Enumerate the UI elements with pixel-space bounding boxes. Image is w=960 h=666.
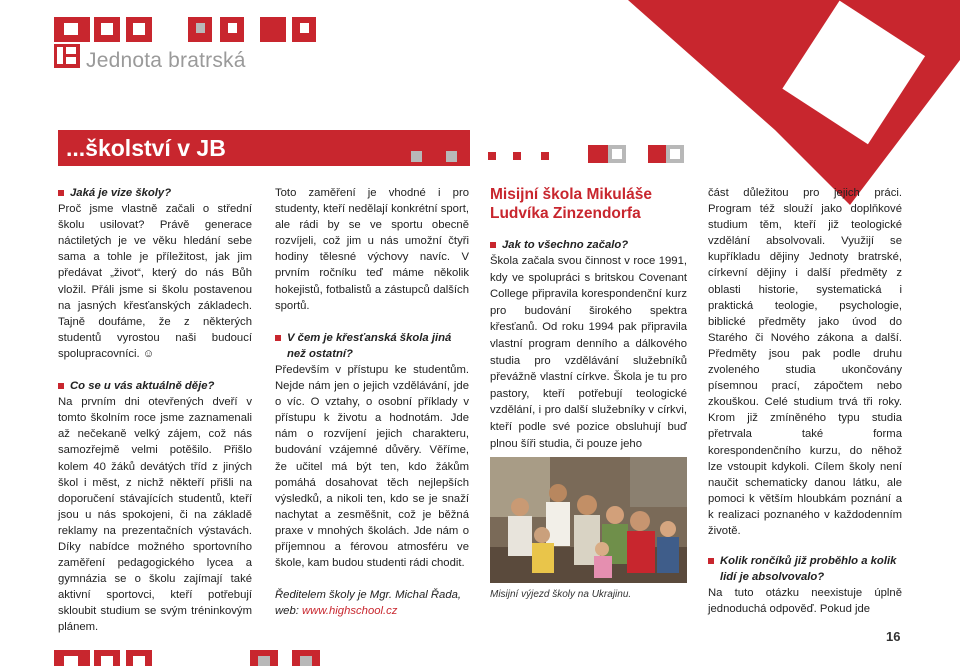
paragraph: Na tuto otázku neexistuje úplně jednoduchá odpověď. Pokud jde — [708, 587, 902, 616]
question-heading: Jak to všechno začalo? — [490, 237, 687, 253]
mission-trip-photo — [490, 457, 687, 583]
paragraph: Především v přístupu ke studentům. Nejde nám jen o jejich vzdělávání, jde o víc. O vztahy, o osobní příklady v přístupu k životu a hodnotám. Jde nám o rozvíjení jejich charakteru, budování vzájemné důvěry. Věříme, že učitel má být ten, kdo žákům pomáhá dosahovat těch nejlepších výsledků, a nikoli ten, kdo se je snaží nachytat a zesměšnit, což je běžná praxe v mnohých školách. Jde nám o příjemnou a férovou atmosféru ve škole, kam budou studenti rádi chodit. — [275, 363, 469, 570]
paragraph: část důležitou pro jejich práci. Program též slouží jako doplňkové studium těm, kteří již teologické vzdělání absolvovali. Využijí se kupříkladu dějiny Jednoty bratrské, církevní dějiny i další předměty z oblasti historie, systematická i praktická teologie, psychologie, biblické předměty jako úvod do Starého či Nového zákona a další. Předměty jsou pak podle druhu zvoleného studia ukončovány písemnou prací, zápočtem nebo zkouškou. Celé studium trvá tři roky. Krom již zmíněného typu studia přetrvala také forma korespondenčního kurzu, do něhož lze vstoupit kdykoli. Cílem školy není naučit schematicky danou látku, ale pomoci k větším hloubkám poznání a k realizaci poznaného v každodenním životě. — [708, 187, 902, 537]
column-2 — [275, 185, 469, 619]
signature: Ředitelem školy je Mgr. Michal Řada, — [275, 589, 462, 602]
photo-caption: Misijní výjezd školy na Ukrajinu. — [490, 589, 632, 600]
question-heading: V čem je křesťanská škola jiná než ostatní? — [275, 330, 469, 362]
brand-logo — [54, 44, 80, 68]
column-1 — [58, 185, 252, 636]
question-heading: Kolik rončíků již proběhlo a kolik lidí je absolvovalo? — [708, 553, 902, 585]
question-heading: Co se u vás aktuálně děje? — [58, 378, 252, 394]
web-link[interactable]: www.highschool.cz — [302, 605, 398, 618]
page-number: 16 — [886, 629, 901, 644]
question-heading: Jaká je vize školy? — [58, 185, 252, 201]
paragraph: Toto zaměření je vhodné i pro studenty, kteří nedělají konkrétní sport, ale rádi by se ve sportu obecně rozvíjeli, což jim u nás umožní čtyři hodiny tělesné výchovy navíc. V prvním ročníku teď máme několik hokejistů, fotbalistů a zástupců dalších sportů. — [275, 187, 469, 312]
web-line — [275, 603, 469, 619]
column-4 — [708, 185, 902, 617]
article-title: Misijní škola Mikuláše Ludvíka Zinzendorfa — [490, 186, 652, 222]
web-label: web: — [275, 605, 299, 618]
brand-title: Jednota bratrská — [86, 49, 246, 72]
column-3 — [490, 185, 687, 452]
paragraph: Proč jsme vlastně začali o střední školu usilovat? Právě generace náctiletých je ve věku hledání sebe sama a tohle je příležitost, jak jim předávat „život“, který do nás Bůh vložil. Přáli jsme si školu postavenou na jasných křesťanských základech. Tajně doufáme, že z některých studentů vyrostou naši budoucí spolupracovníci. ☺ — [58, 203, 252, 360]
section-title: ...školství v JB — [66, 135, 226, 161]
paragraph: Škola začala svou činnost v roce 1991, kdy ve spolupráci s britskou Covenant College připravila korespondenční kurz pro budování širokého spektra křesťanů. Od roku 1994 pak připravila vlastní program denního a dálkového studia pro vzdělávání služebníků převážně vlastní církve. Škola je tu pro pastory, kteří potřebují teologické vzdělání, i pro další služebníky v církvi, kteří podle své pozice obsluhují buď plnou šíři studia, či pouze jeho — [490, 255, 687, 450]
paragraph: Na prvním dni otevřených dveří v tomto školním roce jsme zaznamenali až nečekaně velký zájem, což nás samozřejmě velmi potěšilo. Přišlo kolem 40 žáků devátých tříd z jiných škol i měst, z nichž někteří přišli na doporučení stávajících studentů, kteří jsou u nás spokojeni, či na základě reklamy na prezentačních výstavách. Díky nabídce možného sportovního zaměření pedagogického lycea a gymnázia se o školu zajímají také aktivní sportovci, kteří potřebují skloubit studium se svým tréninkovým plánem. — [58, 396, 252, 634]
